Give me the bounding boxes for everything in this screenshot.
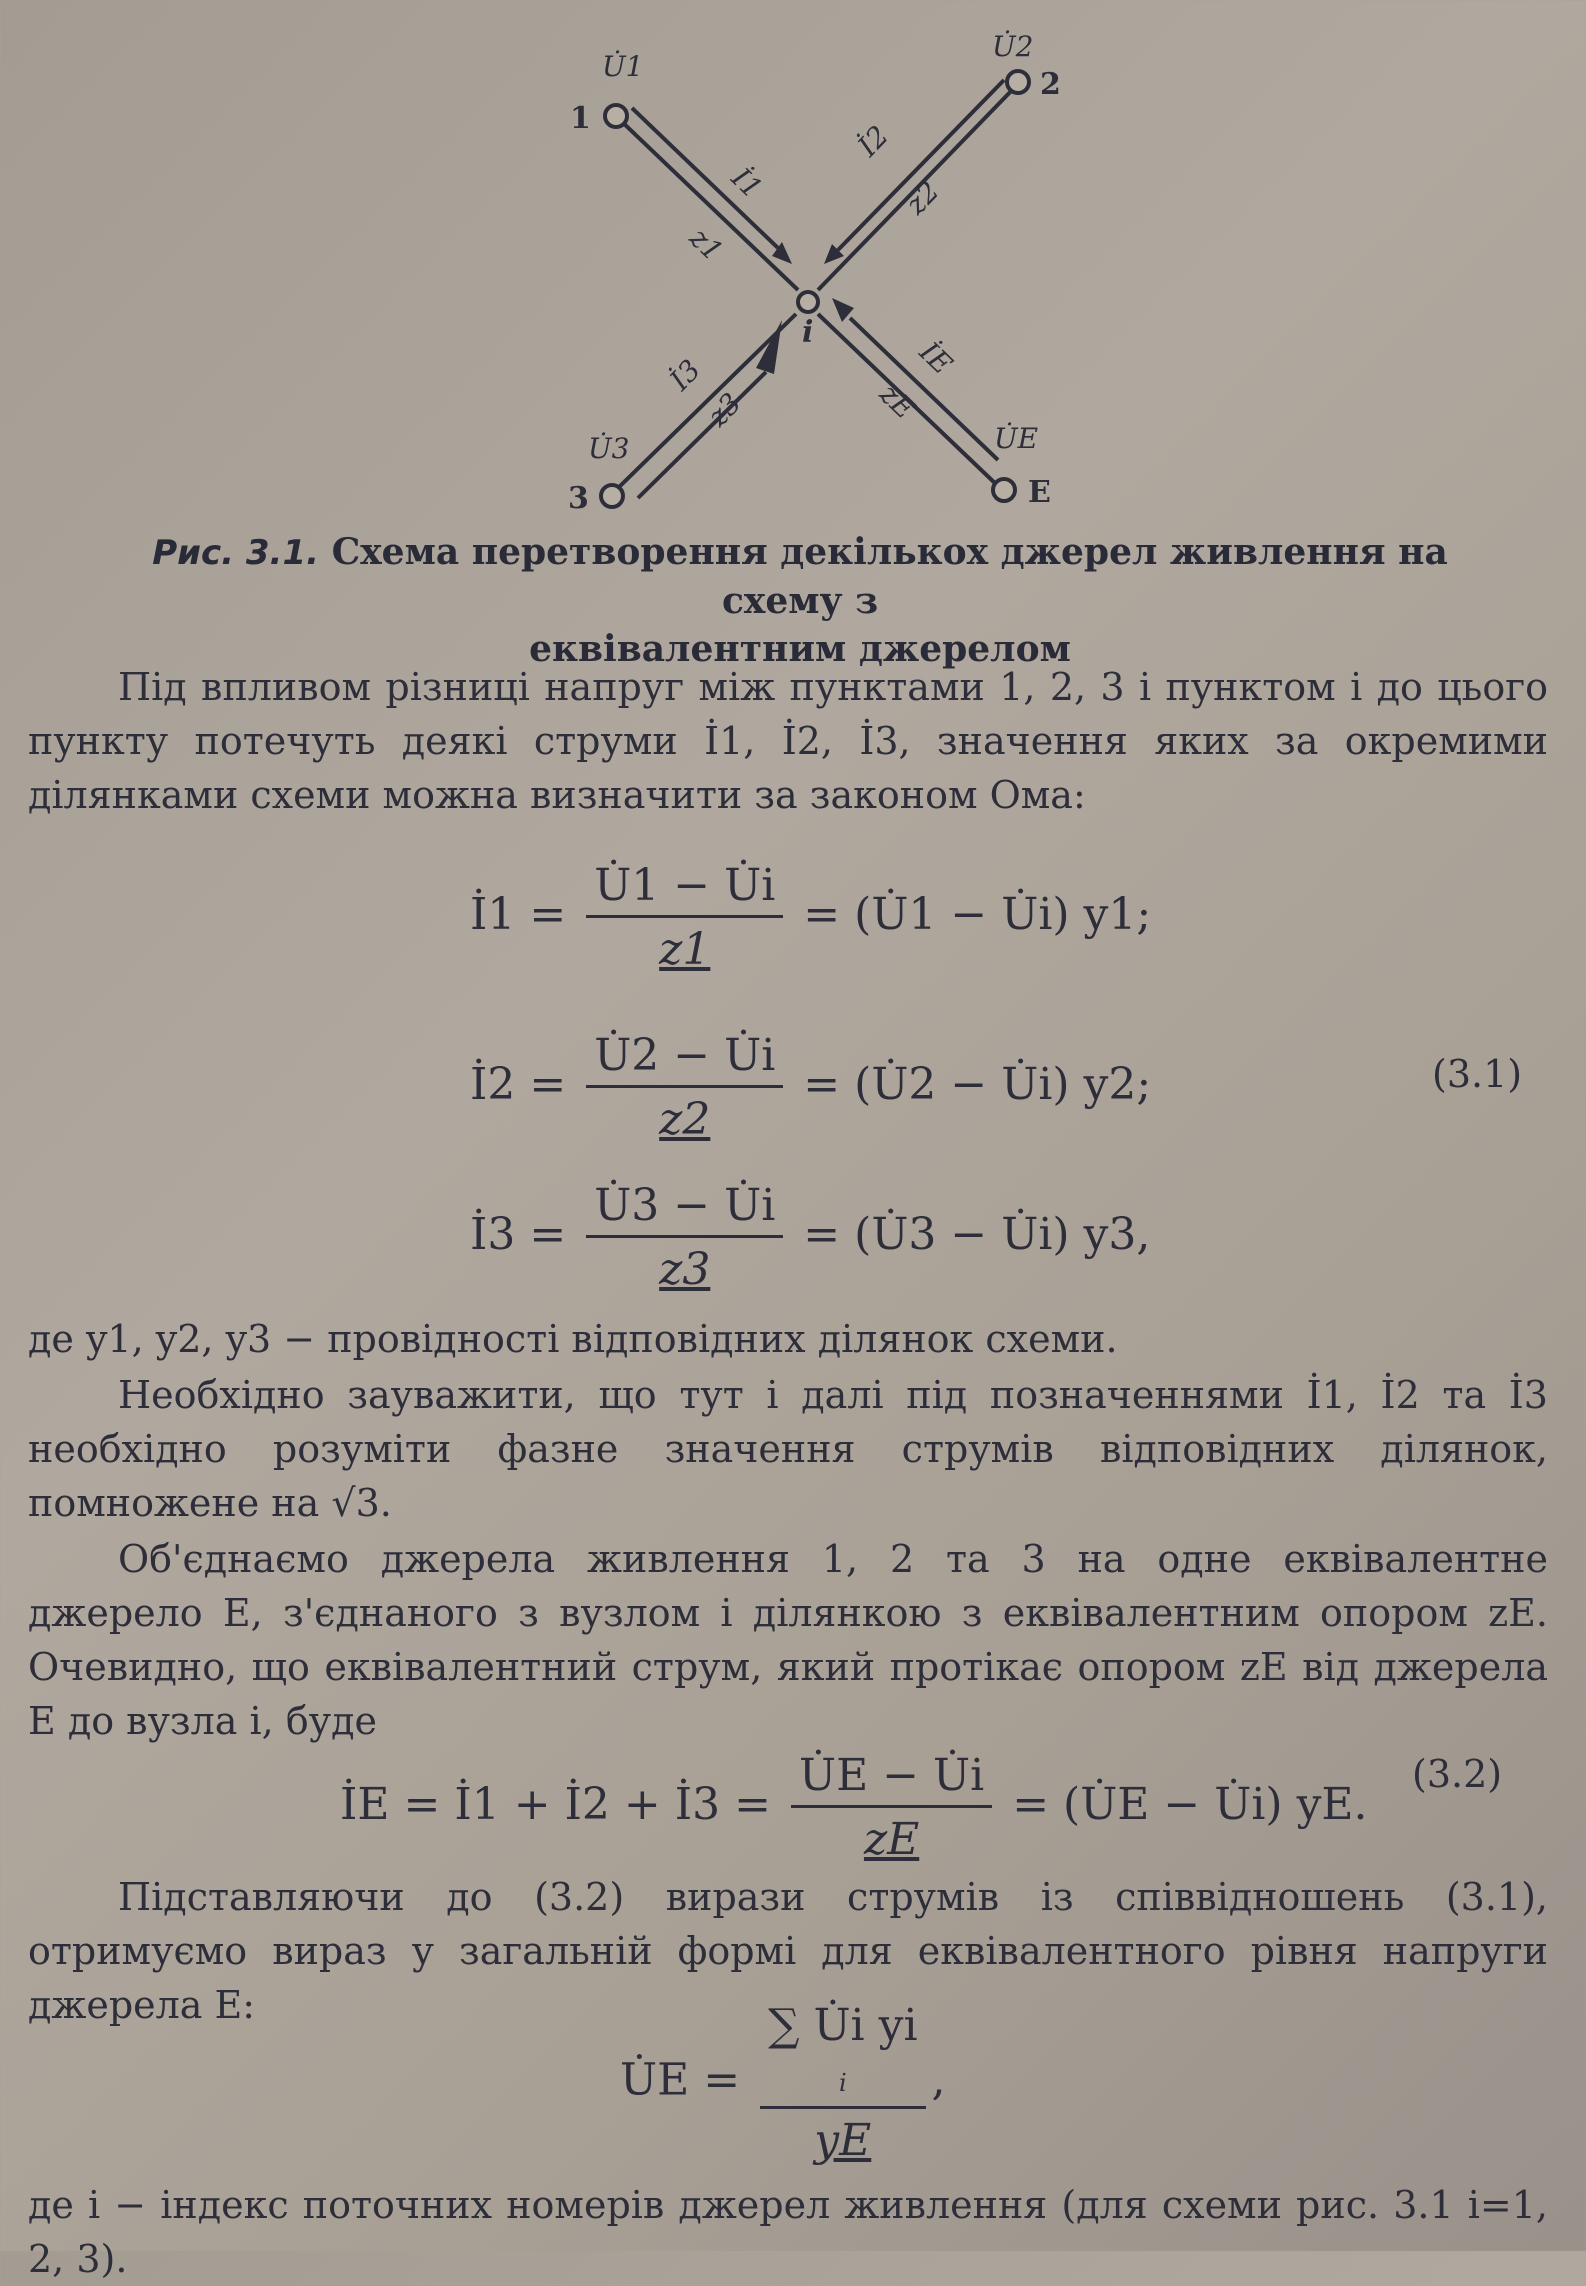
equation-number-3-1: (3.1)	[1432, 1052, 1523, 1096]
center-node-i	[798, 292, 818, 312]
branch-line-3	[616, 314, 796, 490]
caption-line-2: еквівалентним джерелом	[529, 628, 1071, 670]
arrow-line-2	[838, 80, 1004, 250]
paragraph-5: Підставляючи до (3.2) вирази струмів із співвідношень (3.1), отримуємо вираз у загальній формі для еквівалентного рівня напруги джерела E:	[28, 1875, 1548, 2027]
impedance-label-3: z3	[701, 386, 748, 433]
equation-3-1-a: İ1 = $\frac{U̇1 - U̇i}{z1}$ = (U̇1 − U̇i) y1;	[470, 860, 1152, 975]
terminal-node-E	[993, 479, 1015, 501]
current-label-3: İ3	[663, 353, 708, 397]
figure-caption	[100, 528, 1500, 673]
figure-diagram	[520, 20, 1080, 520]
paragraph-4: Об'єднаємо джерела живлення 1, 2 та 3 на одне еквівалентне джерело E, з'єднаного з вузлом i ділянкою з еквівалентним опором zE. Очевидно, що еквівалентний струм, який протікає опором zE від джерела E до вузла i, буде	[28, 1537, 1548, 1743]
equation-3-1-b: İ2 = $\frac{U̇2 - U̇i}{z2}$ = (U̇2 − U̇i) y2;	[470, 1030, 1152, 1145]
node-label-i: i	[802, 315, 814, 350]
current-label-1: İ1	[725, 161, 769, 206]
caption-line-1: Схема перетворення декількох джерел живлення на схему з	[331, 531, 1448, 622]
terminal-node-3	[601, 485, 623, 507]
impedance-label-1: z1	[683, 221, 730, 268]
equation-3-3: U̇E = ∑ U̇i yi i yE ,	[620, 2000, 946, 2166]
paragraph-6: де i − індекс поточних номерів джерел живлення (для схеми рис. 3.1 i=1, 2, 3).	[28, 2183, 1548, 2281]
impedance-label-E: zE	[873, 377, 922, 426]
terminal-node-2	[1007, 71, 1029, 93]
paragraph-1: Під впливом різниці напруг між пунктами 1, 2, 3 і пунктом i до цього пункту потечуть деякі струми İ1, İ2, İ3, значення яких за окремими ділянками схеми можна визначити за законом Ома:	[28, 665, 1548, 817]
equation-3-2: İE = İ1 + İ2 + İ3 = $\frac{U̇E - U̇i}{zE}$ = (U̇E − U̇i) yE.	[340, 1750, 1368, 1865]
node-label-3: 3	[568, 481, 589, 516]
paragraph-3: Необхідно зауважити, що тут і далі під позначеннями İ1, İ2 та İ3 необхідно розуміти фазне значення струмів відповідних ділянок, помножене на √3.	[28, 1373, 1548, 1525]
arrow-line-3	[638, 372, 766, 498]
voltage-label-3: U̇3	[588, 432, 630, 465]
current-label-2: İ2	[851, 119, 896, 163]
voltage-label-E: U̇E	[994, 422, 1039, 455]
voltage-label-1: U̇1	[602, 50, 644, 83]
terminal-node-1	[605, 105, 627, 127]
node-label-2: 2	[1040, 67, 1061, 102]
equation-number-3-2: (3.2)	[1412, 1752, 1503, 1796]
caption-lead: Рис. 3.1.	[152, 533, 320, 573]
node-label-1: 1	[570, 101, 591, 136]
impedance-label-2: z2	[899, 174, 946, 221]
paragraph-2: де y1, y2, y3 − провідності відповідних ділянок схеми.	[28, 1317, 1118, 1361]
voltage-label-2: U̇2	[992, 30, 1034, 63]
arrow-line-E	[850, 318, 998, 460]
current-label-E: İE	[913, 335, 959, 381]
node-label-E: E	[1028, 475, 1051, 510]
equation-3-1-c: İ3 = $\frac{U̇3 - U̇i}{z3}$ = (U̇3 − U̇i) y3,	[470, 1180, 1151, 1295]
